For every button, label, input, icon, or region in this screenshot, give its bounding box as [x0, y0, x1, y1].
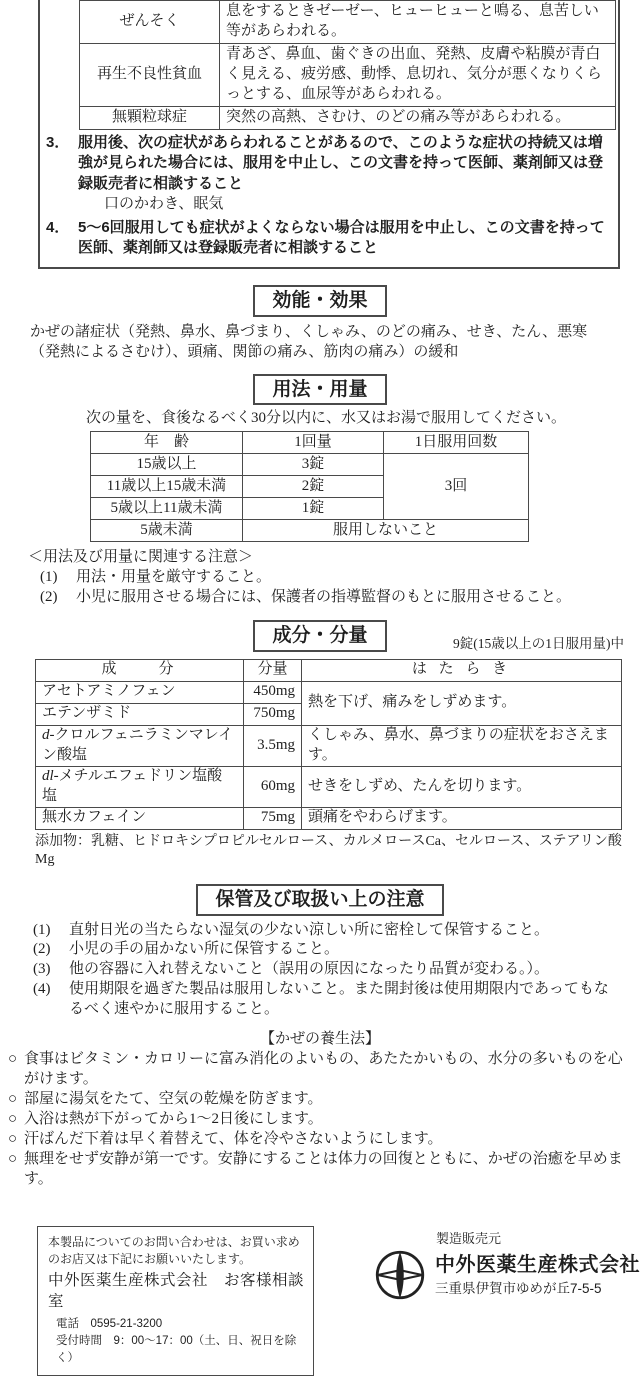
age-cell: 5歳以上11歳未満: [91, 498, 243, 520]
ingredient-amount: 450mg: [244, 681, 302, 703]
dose-cell: 3錠: [243, 454, 384, 476]
dosage-table: [90, 431, 529, 542]
storage-item-4: [33, 980, 622, 1020]
item-number: (1): [40, 569, 58, 586]
care-item: [8, 1110, 626, 1130]
table-row: [91, 432, 529, 454]
table-row: [36, 659, 622, 681]
heading-label: 効能・効果: [253, 285, 386, 317]
item-number: (2): [40, 588, 58, 605]
care-item: [8, 1050, 626, 1090]
table-row: [36, 766, 622, 807]
item-text: 直射日光の当たらない湿気の少ない涼しい所に密栓して保管すること。: [69, 921, 550, 938]
item-number: (2): [33, 941, 51, 958]
contact-intro-line1: 本製品についてのお問い合わせは、お買い求め: [48, 1234, 300, 1249]
age-cell: 11歳以上15歳未満: [91, 476, 243, 498]
item-text: 用法・用量を厳守すること。: [76, 569, 272, 586]
item-text: 小児に服用させる場合には、保護者の指導監督のもとに服用させること。: [76, 588, 572, 605]
efficacy-body: かぜの諸症状（発熱、鼻水、鼻づまり、くしゃみ、のどの痛み、せき、たん、悪寒（発熱によるさむけ）、頭痛、関節の痛み、筋肉の痛み）の緩和: [30, 323, 588, 360]
circle-bullet: ○: [8, 1110, 18, 1127]
contact-hours: 受付時間 9：00～17：00（土、日、祝日を除く）: [56, 1334, 297, 1365]
symptom-name: 無顆粒球症: [80, 106, 220, 129]
circle-bullet: ○: [8, 1150, 18, 1167]
contact-box: [37, 1226, 314, 1376]
symptom-table: [79, 0, 616, 130]
section-efficacy-heading: [0, 285, 640, 317]
care-item: [8, 1090, 626, 1110]
daily-times-cell: 3回: [384, 454, 529, 520]
ingredient-amount: 60mg: [244, 766, 302, 807]
manufacturer-address: 三重県伊賀市ゆめが丘7-5-5: [435, 1280, 602, 1296]
ingredient-name: エテンザミド: [36, 703, 244, 725]
item-text: 無理をせず安静が第一です。安静にすることは体力の回復とともに、かぜの治癒を早めます。: [24, 1150, 623, 1187]
heading-label: 保管及び取扱い上の注意: [196, 884, 443, 916]
circle-bullet: ○: [8, 1091, 18, 1108]
storage-item-1: [33, 921, 640, 941]
table-row: [80, 1, 616, 44]
contact-company-name: 中外医薬生産株式会社 お客様相談室: [48, 1272, 305, 1310]
table-row: [36, 681, 622, 703]
name-text: クロルフェニラミンマレイン酸塩: [42, 726, 234, 763]
dose-cell: 2錠: [243, 476, 384, 498]
precaution-item-3-symptoms: 口のかわき、眠気: [104, 195, 224, 212]
storage-item-2: [33, 940, 640, 960]
ingredient-effect: くしゃみ、鼻水、鼻づまりの症状をおさえます。: [302, 725, 622, 766]
table-row: [80, 43, 616, 106]
section-storage-heading: [0, 884, 640, 916]
ingredient-name: [36, 725, 244, 766]
name-text: メチルエフェドリン塩酸塩: [42, 767, 223, 804]
col-header-daily-times: 1日服用回数: [384, 432, 529, 454]
symptom-desc: 青あざ、鼻血、歯ぐきの出血、発熱、皮膚や粘膜が青白く見える、疲労感、動悸、息切れ、気分が悪くなりくらっとする、血尿等があらわれる。: [220, 43, 616, 106]
section-ingredients-heading: [0, 620, 640, 654]
ingredient-effect: せきをしずめ、たんを切ります。: [302, 766, 622, 807]
item-number: (4): [33, 981, 51, 998]
col-header-ingredient: 成 分: [36, 659, 244, 681]
ingredient-name: [36, 766, 244, 807]
table-row: [36, 807, 622, 829]
isomer-prefix: dl-: [42, 767, 59, 784]
col-header-effect: は た ら き: [302, 659, 622, 681]
precaution-item-4: [46, 218, 612, 259]
no-dose-cell: 服用しないこと: [243, 520, 529, 542]
item-text: 5～6回服用しても症状がよくならない場合は服用を中止し、この文書を持って医師、薬剤師又は登録販売者に相談すること: [78, 218, 605, 257]
contact-phone: 電話 0595-21-3200: [56, 1317, 163, 1330]
table-row: [91, 520, 529, 542]
dose-cell: 1錠: [243, 498, 384, 520]
care-item: [8, 1130, 626, 1150]
ingredient-effect: 熱を下げ、痛みをしずめます。: [302, 681, 622, 725]
col-header-amount: 分量: [244, 659, 302, 681]
item-number: 3．: [46, 133, 70, 151]
dose-basis-note: 9錠(15歳以上の1日服用量)中: [453, 635, 624, 651]
contact-intro-line2: のお店又は下記にお願いいたします。: [48, 1251, 252, 1266]
col-header-single-dose: 1回量: [243, 432, 384, 454]
manufacturer-name: 中外医薬生産株式会社: [435, 1254, 640, 1277]
care-title: 【かぜの養生法】: [259, 1031, 380, 1048]
dosage-note-title: ＜用法及び用量に関連する注意＞: [28, 549, 254, 566]
manufacturer-block: [374, 1226, 640, 1376]
precaution-box: [38, 0, 620, 269]
col-header-age: 年 齢: [91, 432, 243, 454]
ingredient-amount: 750mg: [244, 703, 302, 725]
storage-item-3: [33, 960, 640, 980]
ingredient-name: 無水カフェイン: [36, 807, 244, 829]
item-text: 服用後、次の症状があらわれることがあるので、このような症状の持続又は増強が見られた場合には、服用を中止し、この文書を持って医師、薬剤師又は登録販売者に相談すること: [78, 133, 604, 192]
ingredient-amount: 75mg: [244, 807, 302, 829]
item-text: 他の容器に入れ替えないこと（誤用の原因になったり品質が変わる。）。: [69, 961, 550, 978]
item-text: 小児の手の届かない所に保管すること。: [69, 941, 340, 958]
care-item: [8, 1150, 626, 1190]
dosage-note-1: [40, 568, 640, 588]
item-number: (1): [33, 921, 51, 938]
symptom-name: 再生不良性貧血: [80, 43, 220, 106]
item-text: 使用期限を過ぎた製品は服用しないこと。また開封後は使用期限内であってもなるべく速やかに服用すること。: [69, 981, 609, 1018]
item-text: 部屋に湯気をたて、空気の乾燥を防ぎます。: [24, 1091, 323, 1108]
ingredient-amount: 3.5mg: [244, 725, 302, 766]
age-cell: 5歳未満: [91, 520, 243, 542]
ingredient-effect: 頭痛をやわらげます。: [302, 807, 622, 829]
company-logo-icon: [374, 1249, 426, 1301]
item-number: (3): [33, 961, 51, 978]
footer: [0, 1226, 640, 1376]
item-text: 入浴は熱が下がってから1～2日後にします。: [24, 1110, 323, 1127]
ingredients-table: [35, 659, 622, 830]
dosage-intro: 次の量を、食後なるべく30分以内に、水又はお湯で服用してください。: [86, 410, 567, 427]
item-number: 4．: [46, 218, 70, 236]
item-text: 食事はビタミン・カロリーに富み消化のよいもの、あたたかいもの、水分の多いものを心がけます。: [24, 1051, 623, 1088]
circle-bullet: ○: [8, 1130, 18, 1147]
symptom-desc: 息をするときゼーゼー、ヒューヒューと鳴る、息苦しい等があらわれる。: [220, 1, 616, 44]
symptom-name: ぜんそく: [80, 1, 220, 44]
ingredient-name: アセトアミノフェン: [36, 681, 244, 703]
section-dosage-heading: [0, 374, 640, 406]
precaution-item-3: [46, 133, 612, 195]
circle-bullet: ○: [8, 1051, 18, 1068]
table-row: [80, 106, 616, 129]
additives-line: 添加物：乳糖、ヒドロキシプロピルセルロース、カルメロースCa、セルロース、ステアリン酸Mg: [35, 833, 622, 868]
symptom-desc: 突然の高熱、さむけ、のどの痛み等があらわれる。: [220, 106, 616, 129]
item-text: 汗ばんだ下着は早く着替えて、体を冷やさないようにします。: [24, 1130, 443, 1147]
heading-label: 用法・用量: [253, 374, 386, 406]
table-row: [36, 725, 622, 766]
age-cell: 15歳以上: [91, 454, 243, 476]
table-row: [91, 454, 529, 476]
heading-label: 成分・分量: [253, 620, 386, 652]
manufacturer-role-label: 製造販売元: [436, 1230, 502, 1246]
isomer-prefix: d-: [42, 726, 55, 743]
dosage-note-2: [40, 588, 640, 608]
